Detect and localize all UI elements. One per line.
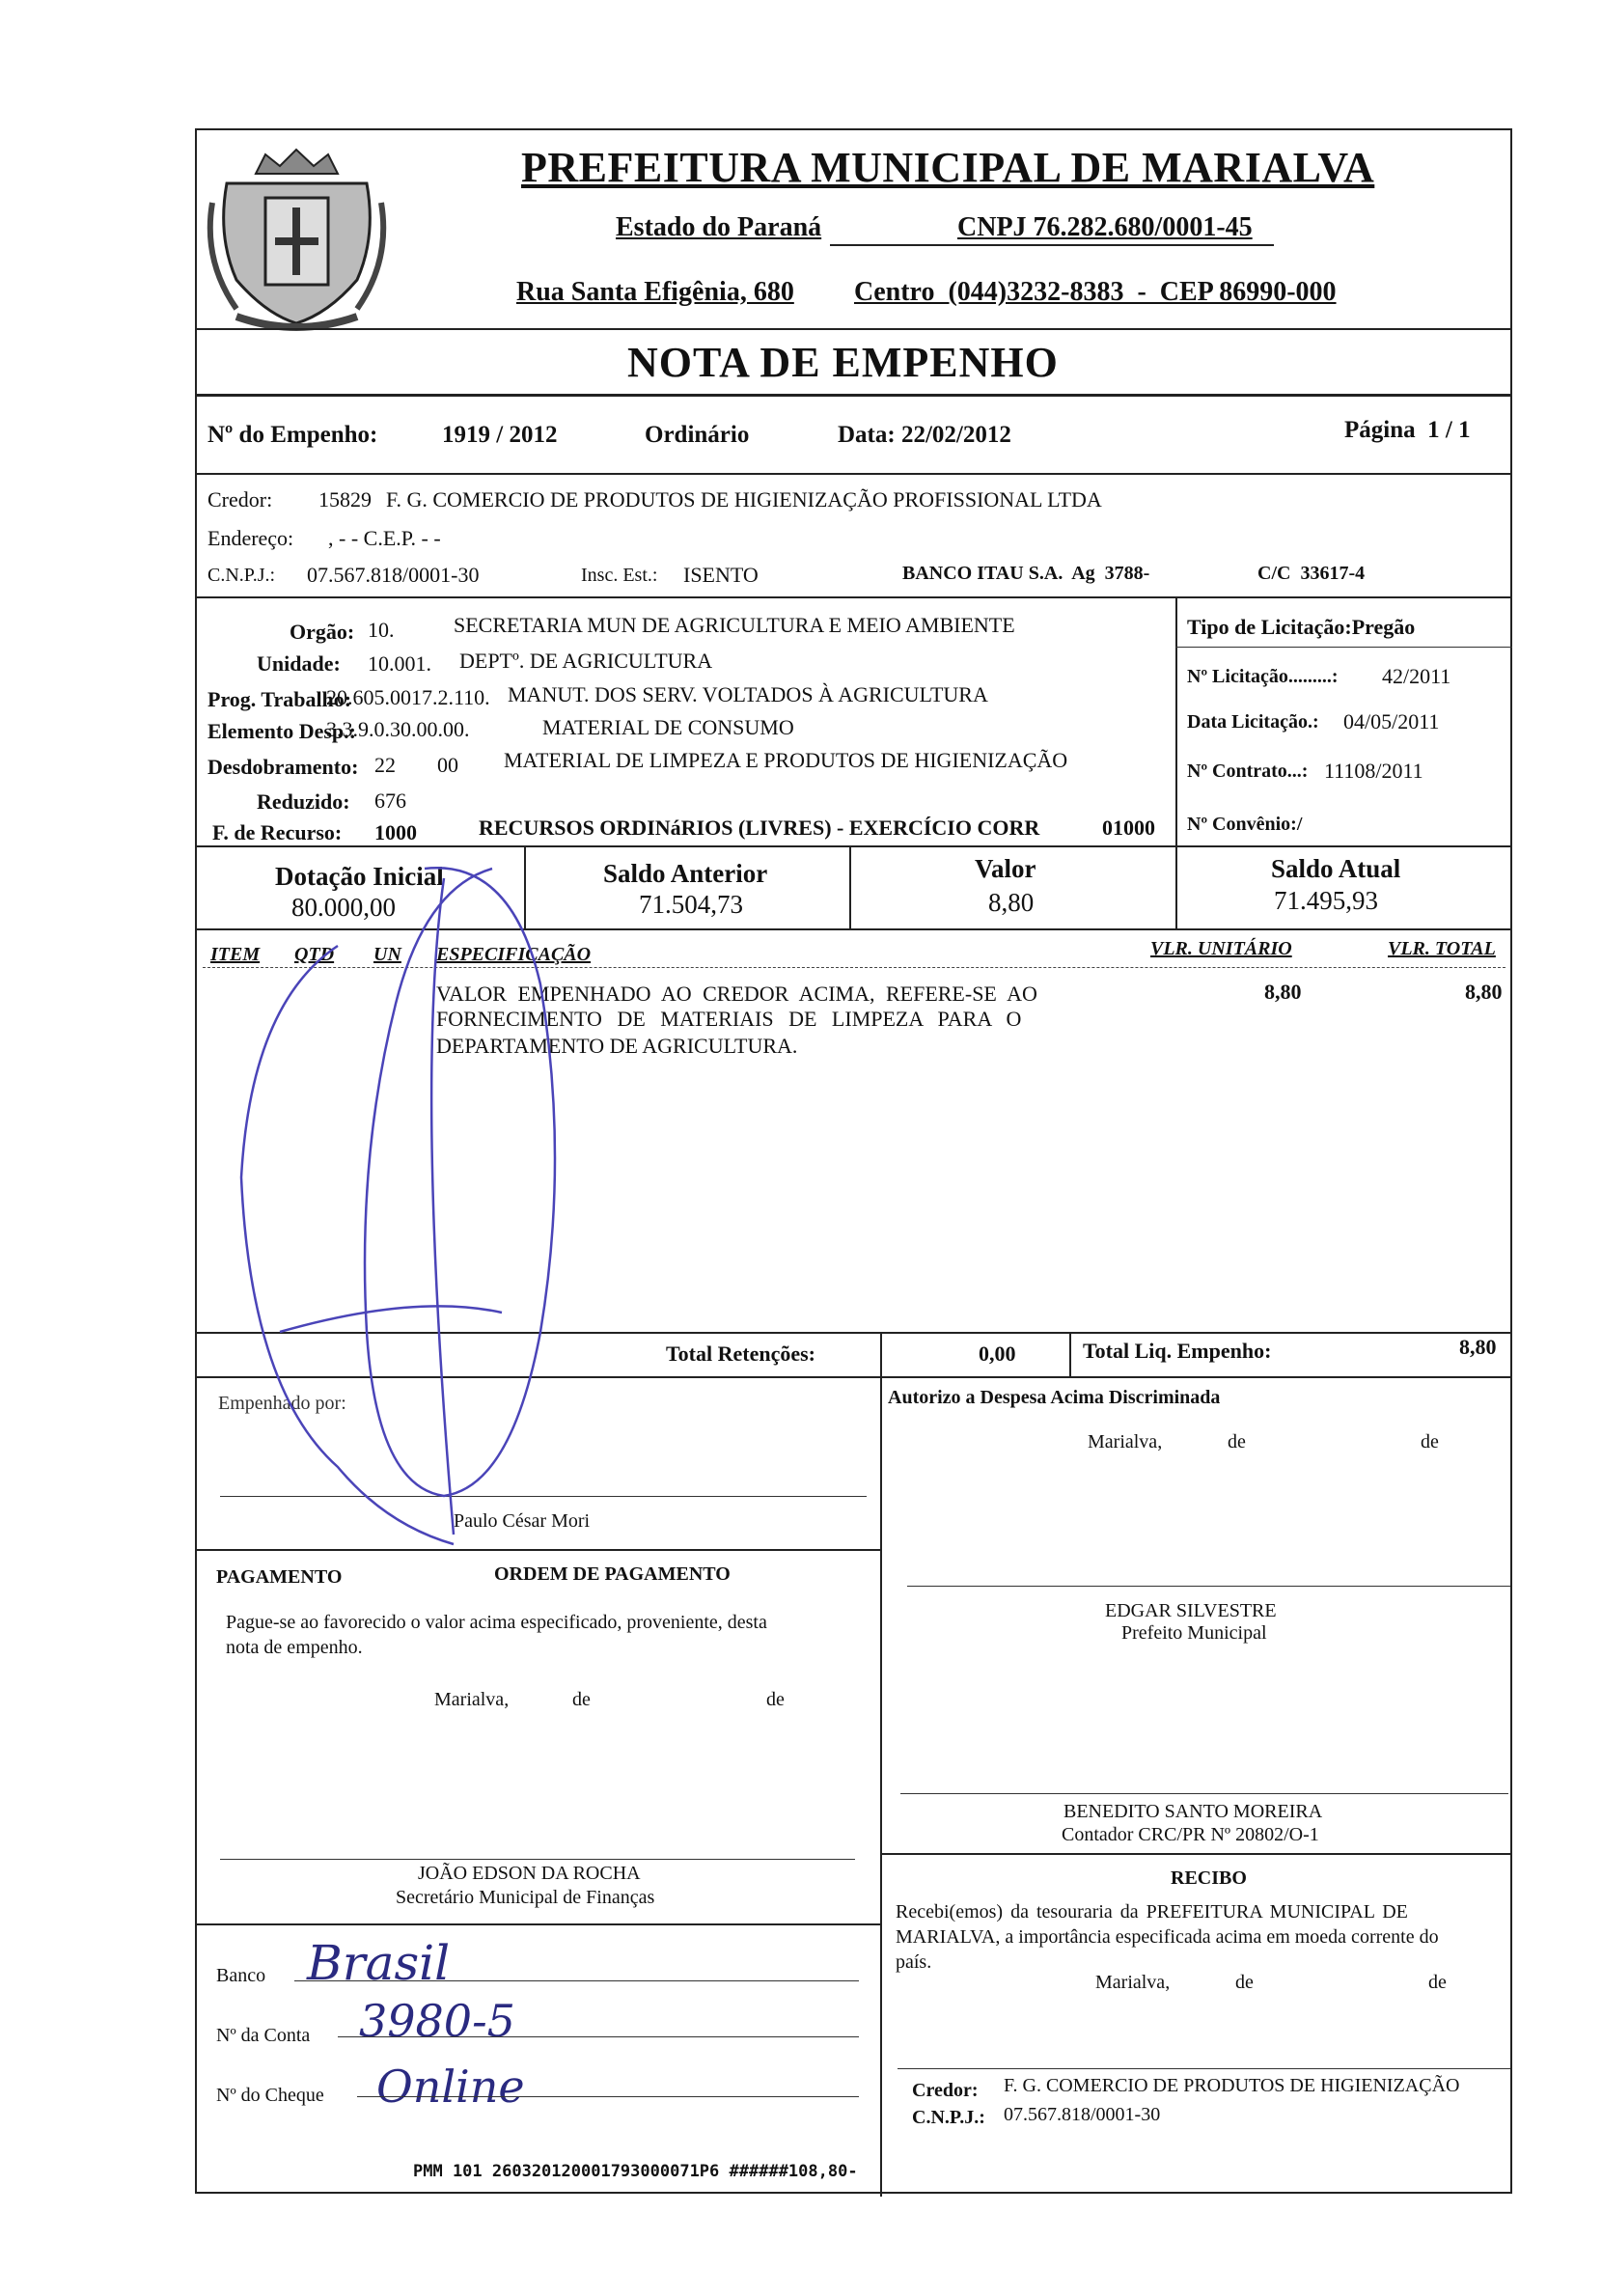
conta-line <box>338 2036 859 2037</box>
elemento-label: Elemento Desp.: <box>207 719 356 743</box>
licitacao-date: 04/05/2011 <box>1343 709 1440 733</box>
saldo-anterior-value: 71.504,73 <box>639 890 743 919</box>
elemento-name: MATERIAL DE CONSUMO <box>542 715 794 739</box>
insc-est-label: Insc. Est.: <box>581 565 658 586</box>
conta-label: Nº da Conta <box>216 2025 311 2046</box>
saldo-atual-label: Saldo Atual <box>1271 854 1401 883</box>
recibo-text: Recebi(emos) da tesouraria da PREFEITURA MUNICIPAL DE <box>896 1901 1408 1923</box>
cheque-handwritten[interactable]: Online <box>376 2061 525 2113</box>
unidade-name: DEPTº. DE AGRICULTURA <box>459 649 713 673</box>
footer-code: PMM 101 260320120001793000071P6 ######108,80- <box>413 2162 858 2181</box>
value-divider <box>1175 845 1177 928</box>
institution-cnpj: CNPJ 76.282.680/0001-45 <box>957 212 1253 242</box>
rule <box>195 1923 880 1925</box>
prog-trabalho-code: 20.605.0017.2.110. <box>326 685 490 709</box>
col-vlr-total: VLR. TOTAL <box>1388 938 1496 959</box>
unidade-label: Unidade: <box>257 651 341 676</box>
total-liquido-value: 8,80 <box>1459 1335 1497 1359</box>
credor-name: F. G. COMERCIO DE PRODUTOS DE HIGIENIZAÇÃO PROFISSIONAL LTDA <box>386 487 1102 512</box>
desdobramento-name: MATERIAL DE LIMPEZA E PRODUTOS DE HIGIENIZAÇÃO <box>504 748 1068 772</box>
orgao-name: SECRETARIA MUN DE AGRICULTURA E MEIO AMBIENTE <box>454 613 1015 637</box>
desdobramento-code: 22 <box>374 753 396 777</box>
convenio: Nº Convênio:/ <box>1187 814 1303 835</box>
endereco-value: , - - C.E.P. - - <box>328 526 441 550</box>
ordem-text: nota de empenho. <box>226 1637 363 1658</box>
empenho-date: Data: 22/02/2012 <box>838 422 1011 448</box>
pagamento-label: PAGAMENTO <box>216 1566 343 1588</box>
rule <box>195 596 1512 598</box>
institution-title: PREFEITURA MUNICIPAL DE MARIALVA <box>521 144 1375 191</box>
fonte-recurso-number: 01000 <box>1102 816 1155 840</box>
rule <box>195 473 1512 475</box>
col-vlr-unitario: VLR. UNITÁRIO <box>1150 938 1292 959</box>
contador-role: Contador CRC/PR Nº 20802/O-1 <box>1062 1824 1319 1845</box>
autorizo-de: de <box>1421 1431 1439 1452</box>
orgao-label: Orgão: <box>290 620 355 644</box>
secretario-name: JOÃO EDSON DA ROCHA <box>418 1863 641 1884</box>
institution-address: Rua Santa Efigênia, 680 <box>516 277 794 307</box>
desdobramento-label: Desdobramento: <box>207 755 359 779</box>
recibo-label: RECIBO <box>1171 1867 1247 1889</box>
document-title: NOTA DE EMPENHO <box>627 339 1059 386</box>
value-divider <box>849 845 851 928</box>
dotacao-label: Dotação Inicial <box>275 862 444 891</box>
empenho-number: 1919 / 2012 <box>442 422 558 448</box>
secretario-role: Secretário Municipal de Finanças <box>396 1887 655 1908</box>
dotacao-value: 80.000,00 <box>291 893 396 922</box>
rule <box>195 928 1512 930</box>
lower-divider <box>880 1376 882 2197</box>
saldo-anterior-label: Saldo Anterior <box>603 859 768 888</box>
cheque-label: Nº do Cheque <box>216 2085 324 2106</box>
valor-label: Valor <box>975 854 1036 883</box>
item-spec-line: DEPARTAMENTO DE AGRICULTURA. <box>436 1034 798 1058</box>
credor-code: 15829 <box>318 487 372 512</box>
reduzido-label: Reduzido: <box>257 789 350 814</box>
prefeito-name: EDGAR SILVESTRE <box>1105 1600 1277 1621</box>
credor-account: C/C 33617-4 <box>1257 563 1366 584</box>
ordem-city: Marialva, <box>434 1689 510 1710</box>
col-especificacao: ESPECIFICAÇÃO <box>436 944 592 965</box>
recibo-cnpj-label: C.N.P.J.: <box>912 2107 985 2128</box>
total-liquido-label: Total Liq. Empenho: <box>1083 1339 1272 1363</box>
rule <box>1175 647 1512 648</box>
recibo-credor-label: Credor: <box>912 2080 979 2101</box>
empenhado-por-name: Paulo César Mori <box>454 1510 591 1532</box>
empenho-type: Ordinário <box>645 422 750 448</box>
item-unit-value: 8,80 <box>1264 980 1302 1004</box>
total-retencoes-label: Total Retenções: <box>666 1342 815 1366</box>
ordem-de: de <box>766 1689 785 1710</box>
rule <box>195 394 1512 397</box>
rule <box>880 1853 1512 1855</box>
rule <box>195 328 1512 330</box>
conta-handwritten[interactable]: 3980-5 <box>359 1995 515 2047</box>
col-qtd: QTD <box>294 944 335 965</box>
orgao-code: 10. <box>368 618 395 642</box>
page-number: Página 1 / 1 <box>1344 417 1471 443</box>
autorizo-label: Autorizo a Despesa Acima Discriminada <box>888 1387 1221 1408</box>
totals-divider <box>1069 1332 1071 1376</box>
autorizo-city: Marialva, <box>1088 1431 1163 1452</box>
recibo-credor-name: F. G. COMERCIO DE PRODUTOS DE HIGIENIZAÇÃO <box>1004 2075 1460 2096</box>
rule <box>195 845 1512 847</box>
fonte-recurso-code: 1000 <box>374 820 417 844</box>
value-divider <box>524 845 526 928</box>
contrato-number: 11108/2011 <box>1324 759 1423 783</box>
recibo-text: MARIALVA, a importância especificada acima em moeda corrente do <box>896 1926 1439 1948</box>
col-item: ITEM <box>210 944 261 965</box>
total-retencoes-value: 0,00 <box>979 1342 1016 1366</box>
desdobramento-sub: 00 <box>437 753 458 777</box>
item-spec-line: FORNECIMENTO DE MATERIAIS DE LIMPEZA PARA O <box>436 1007 1022 1031</box>
credor-label: Credor: <box>207 487 273 512</box>
banco-label: Banco <box>216 1965 266 1986</box>
credor-cnpj: 07.567.818/0001-30 <box>307 563 480 587</box>
contador-name: BENEDITO SANTO MOREIRA <box>1063 1801 1323 1822</box>
ordem-pagamento-label: ORDEM DE PAGAMENTO <box>494 1563 731 1585</box>
signature-line <box>900 1793 1508 1794</box>
fonte-recurso-label: F. de Recurso: <box>212 820 343 844</box>
classif-divider <box>1175 596 1177 845</box>
ordem-de: de <box>572 1689 591 1710</box>
table-header-rule <box>203 967 1505 968</box>
elemento-code: 3.3.9.0.30.00.00. <box>326 717 470 741</box>
credor-cnpj-label: C.N.P.J.: <box>207 565 276 586</box>
signature-line <box>907 1586 1510 1587</box>
signature-line <box>898 2068 1510 2069</box>
institution-contact: Centro (044)3232-8383 - CEP 86990-000 <box>854 277 1337 307</box>
licitacao-date-label: Data Licitação.: <box>1187 711 1319 733</box>
empenhado-por-label: Empenhado por: <box>218 1393 346 1414</box>
autorizo-de: de <box>1228 1431 1246 1452</box>
rule <box>195 1332 1512 1334</box>
cheque-line <box>357 2096 859 2097</box>
credor-bank: BANCO ITAU S.A. Ag 3788- <box>902 563 1150 584</box>
state-name: Estado do Paraná <box>616 212 822 242</box>
prefeito-role: Prefeito Municipal <box>1121 1622 1267 1644</box>
col-un: UN <box>373 944 401 965</box>
endereco-label: Endereço: <box>207 526 294 550</box>
licitacao-number-label: Nº Licitação.........: <box>1187 666 1339 687</box>
item-total-value: 8,80 <box>1465 980 1503 1004</box>
empenho-number-label: Nº do Empenho: <box>207 422 378 448</box>
recibo-cnpj: 07.567.818/0001-30 <box>1004 2104 1161 2125</box>
contrato-label: Nº Contrato...: <box>1187 761 1309 782</box>
reduzido-code: 676 <box>374 788 406 813</box>
recibo-city: Marialva, <box>1095 1972 1171 1993</box>
rule <box>195 1549 880 1551</box>
rule <box>195 1376 1512 1378</box>
prog-trabalho-name: MANUT. DOS SERV. VOLTADOS À AGRICULTURA <box>508 682 988 706</box>
recibo-de: de <box>1428 1972 1447 1993</box>
municipal-coat-of-arms <box>207 145 386 328</box>
unidade-code: 10.001. <box>368 651 431 676</box>
valor-value: 8,80 <box>988 888 1035 917</box>
tipo-licitacao: Tipo de Licitação:Pregão <box>1187 615 1416 639</box>
banco-handwritten[interactable]: Brasil <box>307 1935 451 1991</box>
banco-line <box>294 1980 859 1981</box>
header-underline-1 <box>830 244 1274 246</box>
totals-divider <box>880 1332 882 1376</box>
saldo-atual-value: 71.495,93 <box>1274 886 1378 915</box>
prog-trabalho-label: Prog. Trabalho: <box>207 687 352 711</box>
recibo-text: país. <box>896 1951 932 1973</box>
recibo-de: de <box>1235 1972 1254 1993</box>
licitacao-number: 42/2011 <box>1382 664 1451 688</box>
signature-line <box>220 1859 855 1860</box>
ordem-text: Pague-se ao favorecido o valor acima especificado, proveniente, desta <box>226 1612 767 1633</box>
insc-est-value: ISENTO <box>683 563 759 587</box>
signature-line <box>220 1496 867 1497</box>
item-spec-line: VALOR EMPENHADO AO CREDOR ACIMA, REFERE-SE AO <box>436 982 1037 1006</box>
fonte-recurso-name: RECURSOS ORDINáRIOS (LIVRES) - EXERCÍCIO CORR <box>479 816 1040 840</box>
